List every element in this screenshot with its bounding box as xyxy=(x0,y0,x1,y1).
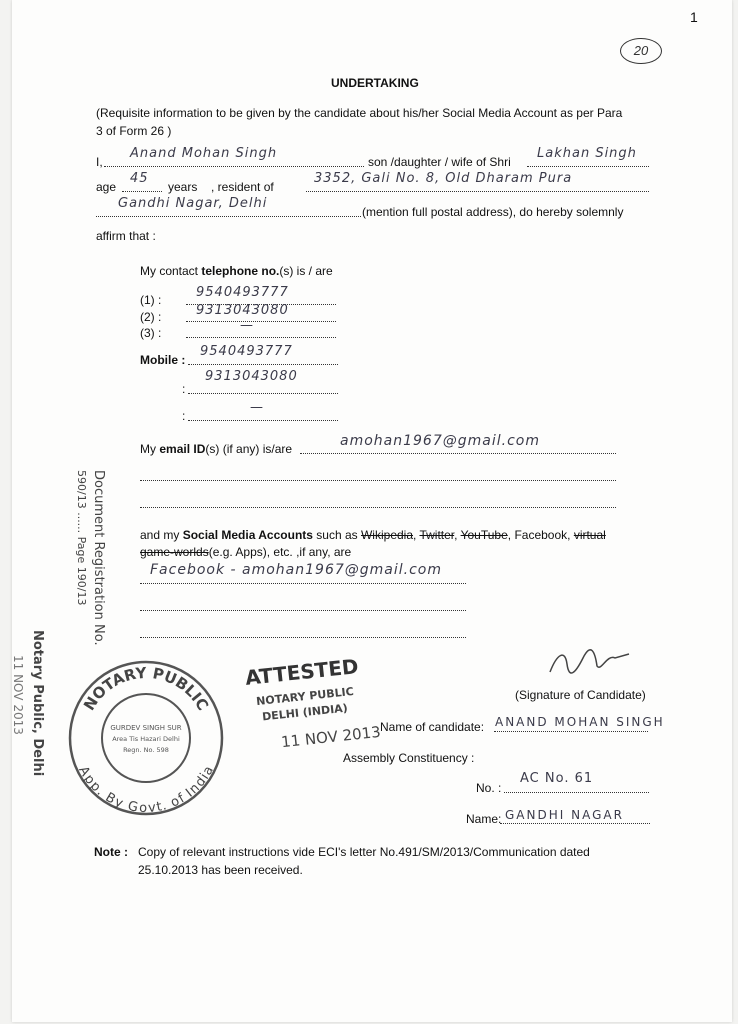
social-label-2: game-worlds(e.g. Apps), etc. ,if any, are xyxy=(140,545,352,559)
email-label: My email ID(s) (if any) is/are xyxy=(140,442,293,456)
address-line2-handwritten: Gandhi Nagar, Delhi xyxy=(118,196,268,211)
mobile-value-3: — xyxy=(250,400,264,415)
seal-regn: Regn. No. 598 xyxy=(123,746,169,754)
line1-relation: son /daughter / wife of Shri xyxy=(368,155,511,169)
constituency-label: Assembly Constituency : xyxy=(343,751,475,765)
doc-registration-stamp: Document Registration No. xyxy=(91,470,106,646)
contact-label: My contact telephone no.(s) is / are xyxy=(140,264,333,278)
constituency-no-label: No. : xyxy=(476,781,502,795)
page-number-circle: 20 xyxy=(620,38,662,64)
resident-label: , resident of xyxy=(211,180,274,194)
seal-name: GURDEV SINGH SUR xyxy=(110,724,182,732)
affirm-text: affirm that : xyxy=(96,229,156,243)
email-dots-3 xyxy=(140,507,616,508)
line2-prefix: age xyxy=(96,180,117,194)
seal-top-text: NOTARY PUBLIC xyxy=(79,663,213,714)
tel-value-3: — xyxy=(240,318,254,333)
candidate-name-value: ANAND MOHAN SINGH xyxy=(495,715,665,729)
mobile-colon-2: : xyxy=(182,382,186,396)
age-handwritten: 45 xyxy=(130,171,149,186)
attested-date: 11 NOV 2013 xyxy=(280,722,382,752)
mobile-dots-3 xyxy=(188,420,338,421)
constituency-name-label: Name: xyxy=(466,812,502,826)
mobile-dots-1 xyxy=(188,364,338,365)
signature-label: (Signature of Candidate) xyxy=(515,688,646,702)
candidate-name-dots xyxy=(494,731,648,732)
email-dots-1 xyxy=(300,453,616,454)
svg-text:App. By Govt. of India xyxy=(75,764,217,816)
address-dots-1 xyxy=(306,191,649,192)
email-dots-2 xyxy=(140,480,616,481)
address-line1-handwritten: 3352, Gali No. 8, Old Dharam Pura xyxy=(314,171,573,186)
corner-mark: 1 xyxy=(690,9,698,25)
tel-dots-2 xyxy=(186,321,336,322)
mobile-value-2: 9313043080 xyxy=(205,369,298,384)
father-dots xyxy=(527,166,649,167)
page-title: UNDERTAKING xyxy=(331,76,419,90)
intro-line-1: (Requisite information to be given by the candidate about his/her Social Media Account as per Para xyxy=(96,106,623,120)
line1-prefix: I, xyxy=(96,155,103,169)
tel-dots-3 xyxy=(186,337,336,338)
mobile-label: Mobile : xyxy=(140,353,186,367)
line3-suffix: (mention full postal address), do hereby solemnly xyxy=(362,205,624,219)
mobile-colon-3: : xyxy=(182,409,186,423)
mobile-dots-2 xyxy=(188,393,338,394)
tel-label-3: (3) : xyxy=(140,326,162,340)
doc-registration-number: 590/13 ...... Page 190/13 xyxy=(75,470,88,606)
email-value-handwritten: amohan1967@gmail.com xyxy=(340,433,540,449)
tel-label-2: (2) : xyxy=(140,310,162,324)
candidate-signature xyxy=(545,644,635,680)
address-dots-2 xyxy=(96,216,361,217)
tel-value-2: 9313043080 xyxy=(196,303,289,318)
attested-place: DELHI (INDIA) xyxy=(261,701,349,724)
seal-bottom-text: App. By Govt. of India xyxy=(75,763,217,817)
candidate-name-handwritten: Anand Mohan Singh xyxy=(130,146,278,161)
father-name-handwritten: Lakhan Singh xyxy=(537,146,637,161)
constituency-no-value: AC No. 61 xyxy=(520,771,594,786)
notary-side-stamp: Notary Public, Delhi xyxy=(30,630,45,777)
note-label: Note : xyxy=(94,845,128,859)
notary-seal xyxy=(66,658,226,818)
intro-line-2: 3 of Form 26 ) xyxy=(96,124,172,138)
attested-notary: NOTARY PUBLIC xyxy=(255,684,355,709)
social-dots-3 xyxy=(140,637,466,638)
tel-label-1: (1) : xyxy=(140,293,162,307)
attested-stamp: ATTESTED xyxy=(244,654,360,690)
social-dots-2 xyxy=(140,610,466,611)
mobile-value-1: 9540493777 xyxy=(200,344,293,359)
social-label: and my Social Media Accounts such as Wikipedia, Twitter, YouTube, Facebook, virtual xyxy=(140,528,606,542)
note-line-2: 25.10.2013 has been received. xyxy=(138,863,303,877)
notary-side-date: 11 NOV 2013 xyxy=(11,655,25,735)
age-dots xyxy=(122,191,162,192)
social-value-handwritten: Facebook - amohan1967@gmail.com xyxy=(150,562,442,578)
name-dots xyxy=(104,166,364,167)
constituency-no-dots xyxy=(504,792,649,793)
social-dots-1 xyxy=(140,583,466,584)
candidate-name-label: Name of candidate: xyxy=(380,720,485,734)
constituency-name-dots xyxy=(500,823,650,824)
seal-area: Area Tis Hazari Delhi xyxy=(112,735,180,743)
years-label: years xyxy=(168,180,198,194)
constituency-name-value: GANDHI NAGAR xyxy=(505,808,624,822)
note-line-1: Copy of relevant instructions vide ECI's letter No.491/SM/2013/Communication dated xyxy=(138,845,590,859)
svg-text:NOTARY PUBLIC xyxy=(80,664,212,714)
tel-value-1: 9540493777 xyxy=(196,285,289,300)
